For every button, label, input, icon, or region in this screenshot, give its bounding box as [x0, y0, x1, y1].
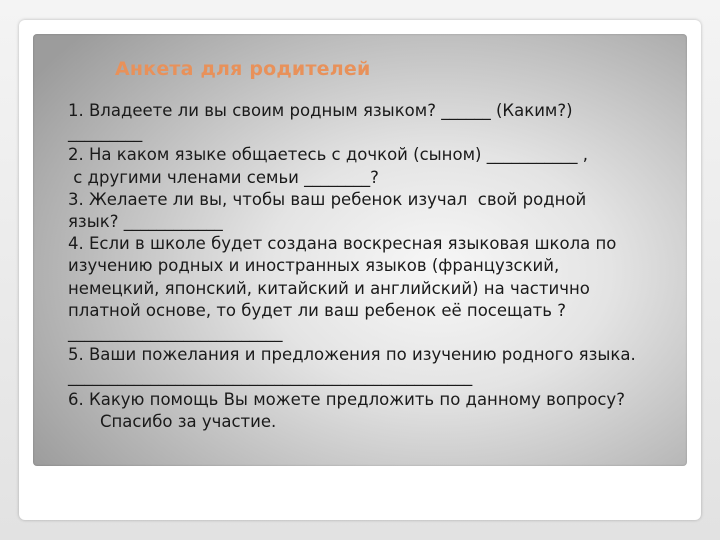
answer-blank-1: _________ — [68, 123, 143, 143]
answer-blank-5: _________________________________________________ — [68, 367, 473, 387]
question-4-continued-3: платной основе, то будет ли ваш ребенок её посещать ? — [68, 300, 567, 320]
thanks-text: Спасибо за участие. — [100, 411, 277, 431]
questionnaire-text — [68, 100, 688, 433]
answer-blank-4: __________________________ — [68, 323, 283, 343]
question-6: 6. Какую помощь Вы можете предложить по данному вопросу? — [68, 389, 625, 409]
question-4: 4. Если в школе будет создана воскресная языковая школа по — [68, 234, 617, 254]
question-2: 2. На каком языке общаетесь с дочкой (сыном) ___________ , — [68, 145, 588, 165]
question-1: 1. Владеете ли вы своим родным языком? ______ (Каким?) — [68, 101, 573, 120]
question-4-continued-1: изучению родных и иностранных языков (французский, — [68, 256, 560, 276]
question-4-continued-2: немецкий, японский, китайский и английский) на частично — [68, 278, 590, 298]
question-3: 3. Желаете ли вы, чтобы ваш ребенок изучал свой родной — [68, 189, 587, 209]
question-3-continued: язык? ____________ — [68, 212, 223, 232]
slide-title: Анкета для родителей — [115, 58, 371, 80]
question-2-continued: с другими членами семьи ________? — [68, 167, 379, 187]
question-5: 5. Ваши пожелания и предложения по изучению родного языка. — [68, 345, 636, 365]
bottom-strip — [33, 466, 687, 514]
